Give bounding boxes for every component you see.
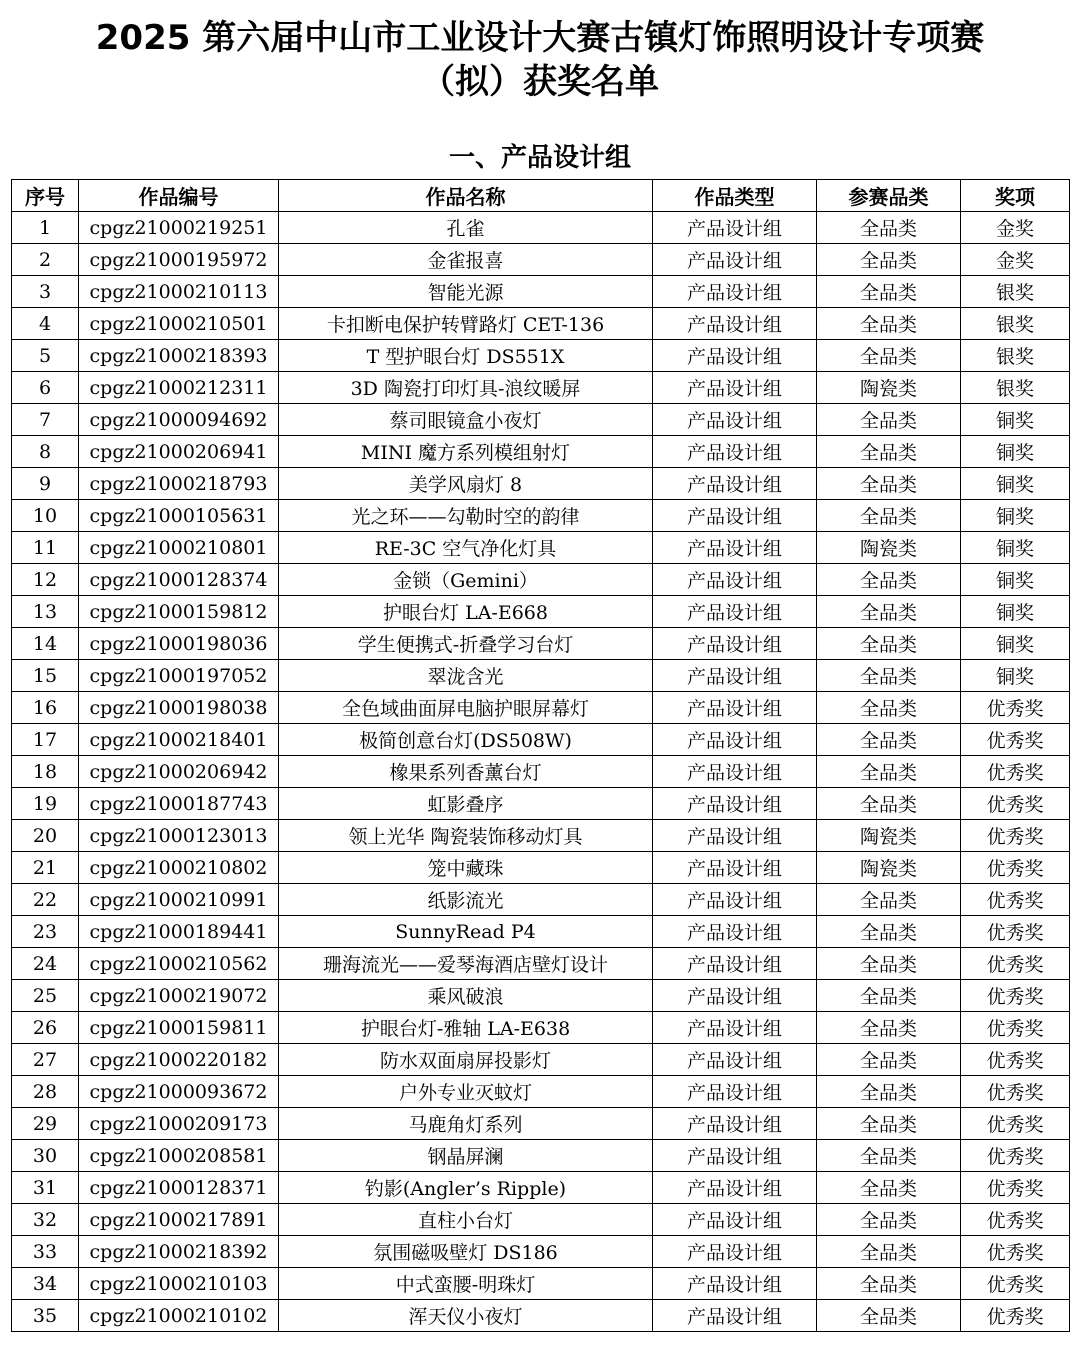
index-cell: 26 <box>12 1012 79 1044</box>
award-cell: 优秀奖 <box>961 1044 1070 1076</box>
work-id-cell: cpgz21000220182 <box>79 1044 279 1076</box>
award-cell: 银奖 <box>961 308 1070 340</box>
work-id-cell: cpgz21000128374 <box>79 564 279 596</box>
column-header-work-type: 作品类型 <box>653 180 817 212</box>
work-type-cell: 产品设计组 <box>653 1076 817 1108</box>
category-cell: 全品类 <box>817 468 961 500</box>
category-cell: 全品类 <box>817 980 961 1012</box>
award-cell: 优秀奖 <box>961 852 1070 884</box>
award-cell: 优秀奖 <box>961 1076 1070 1108</box>
index-cell: 32 <box>12 1204 79 1236</box>
table-row <box>12 980 1070 1012</box>
work-type-cell: 产品设计组 <box>653 852 817 884</box>
work-id-cell: cpgz21000159811 <box>79 1012 279 1044</box>
table-row <box>12 1012 1070 1044</box>
category-cell: 全品类 <box>817 724 961 756</box>
work-type-cell: 产品设计组 <box>653 884 817 916</box>
index-cell: 29 <box>12 1108 79 1140</box>
index-cell: 30 <box>12 1140 79 1172</box>
work-type-cell: 产品设计组 <box>653 756 817 788</box>
work-name-cell: 翠泷含光 <box>279 660 653 692</box>
table-row <box>12 276 1070 308</box>
index-cell: 34 <box>12 1268 79 1300</box>
work-name-cell: 光之环——勾勒时空的韵律 <box>279 500 653 532</box>
work-name-cell: 户外专业灭蚊灯 <box>279 1076 653 1108</box>
work-id-cell: cpgz21000198038 <box>79 692 279 724</box>
award-cell: 优秀奖 <box>961 788 1070 820</box>
work-type-cell: 产品设计组 <box>653 212 817 244</box>
work-type-cell: 产品设计组 <box>653 500 817 532</box>
index-cell: 15 <box>12 660 79 692</box>
work-type-cell: 产品设计组 <box>653 244 817 276</box>
table-row <box>12 1108 1070 1140</box>
index-cell: 21 <box>12 852 79 884</box>
index-cell: 5 <box>12 340 79 372</box>
award-cell: 铜奖 <box>961 436 1070 468</box>
award-cell: 优秀奖 <box>961 1236 1070 1268</box>
award-cell: 优秀奖 <box>961 1140 1070 1172</box>
table-row <box>12 436 1070 468</box>
category-cell: 全品类 <box>817 756 961 788</box>
category-cell: 全品类 <box>817 1204 961 1236</box>
table-row <box>12 500 1070 532</box>
work-name-cell: 全色域曲面屏电脑护眼屏幕灯 <box>279 692 653 724</box>
work-id-cell: cpgz21000187743 <box>79 788 279 820</box>
work-id-cell: cpgz21000123013 <box>79 820 279 852</box>
table-row <box>12 1044 1070 1076</box>
award-cell: 金奖 <box>961 212 1070 244</box>
award-cell: 优秀奖 <box>961 756 1070 788</box>
work-name-cell: 金锁（Gemini） <box>279 564 653 596</box>
work-name-cell: 橡果系列香薰台灯 <box>279 756 653 788</box>
category-cell: 全品类 <box>817 1076 961 1108</box>
index-cell: 18 <box>12 756 79 788</box>
category-cell: 全品类 <box>817 212 961 244</box>
work-id-cell: cpgz21000198036 <box>79 628 279 660</box>
category-cell: 全品类 <box>817 308 961 340</box>
category-cell: 全品类 <box>817 500 961 532</box>
work-name-cell: 领上光华 陶瓷装饰移动灯具 <box>279 820 653 852</box>
index-cell: 4 <box>12 308 79 340</box>
table-row <box>12 1172 1070 1204</box>
work-name-cell: 防水双面扇屏投影灯 <box>279 1044 653 1076</box>
category-cell: 全品类 <box>817 436 961 468</box>
table-row <box>12 372 1070 404</box>
award-cell: 金奖 <box>961 244 1070 276</box>
index-cell: 19 <box>12 788 79 820</box>
award-cell: 优秀奖 <box>961 820 1070 852</box>
category-cell: 全品类 <box>817 404 961 436</box>
table-row <box>12 1140 1070 1172</box>
category-cell: 全品类 <box>817 1268 961 1300</box>
award-cell: 优秀奖 <box>961 916 1070 948</box>
award-cell: 优秀奖 <box>961 724 1070 756</box>
work-type-cell: 产品设计组 <box>653 1044 817 1076</box>
work-id-cell: cpgz21000219072 <box>79 980 279 1012</box>
work-name-cell: 3D 陶瓷打印灯具-浪纹暖屏 <box>279 372 653 404</box>
work-name-cell: 直柱小台灯 <box>279 1204 653 1236</box>
work-id-cell: cpgz21000105631 <box>79 500 279 532</box>
work-name-cell: 学生便携式-折叠学习台灯 <box>279 628 653 660</box>
table-row <box>12 1236 1070 1268</box>
work-id-cell: cpgz21000210113 <box>79 276 279 308</box>
work-type-cell: 产品设计组 <box>653 340 817 372</box>
category-cell: 陶瓷类 <box>817 852 961 884</box>
work-name-cell: 智能光源 <box>279 276 653 308</box>
category-cell: 陶瓷类 <box>817 820 961 852</box>
work-type-cell: 产品设计组 <box>653 948 817 980</box>
awards-table <box>11 179 1070 1332</box>
award-cell: 铜奖 <box>961 468 1070 500</box>
award-cell: 铜奖 <box>961 532 1070 564</box>
table-row <box>12 532 1070 564</box>
work-id-cell: cpgz21000094692 <box>79 404 279 436</box>
work-name-cell: 金雀报喜 <box>279 244 653 276</box>
table-row <box>12 692 1070 724</box>
award-cell: 铜奖 <box>961 660 1070 692</box>
document-title-line2: （拟）获奖名单 <box>421 62 659 102</box>
work-type-cell: 产品设计组 <box>653 916 817 948</box>
work-id-cell: cpgz21000210102 <box>79 1300 279 1332</box>
index-cell: 20 <box>12 820 79 852</box>
column-header-index: 序号 <box>12 180 79 212</box>
work-name-cell: 珊海流光——爱琴海酒店壁灯设计 <box>279 948 653 980</box>
table-row <box>12 756 1070 788</box>
index-cell: 6 <box>12 372 79 404</box>
category-cell: 全品类 <box>817 1108 961 1140</box>
award-cell: 铜奖 <box>961 628 1070 660</box>
work-name-cell: 钢晶屏澜 <box>279 1140 653 1172</box>
category-cell: 全品类 <box>817 1012 961 1044</box>
category-cell: 全品类 <box>817 564 961 596</box>
document-title-line1: 2025 第六届中山市工业设计大赛古镇灯饰照明设计专项赛 <box>95 18 985 58</box>
table-row <box>12 564 1070 596</box>
work-type-cell: 产品设计组 <box>653 692 817 724</box>
work-type-cell: 产品设计组 <box>653 532 817 564</box>
index-cell: 23 <box>12 916 79 948</box>
work-id-cell: cpgz21000206942 <box>79 756 279 788</box>
work-id-cell: cpgz21000210802 <box>79 852 279 884</box>
table-row <box>12 884 1070 916</box>
work-type-cell: 产品设计组 <box>653 1268 817 1300</box>
table-row <box>12 852 1070 884</box>
work-name-cell: 笼中藏珠 <box>279 852 653 884</box>
work-type-cell: 产品设计组 <box>653 468 817 500</box>
index-cell: 33 <box>12 1236 79 1268</box>
category-cell: 全品类 <box>817 1044 961 1076</box>
award-cell: 优秀奖 <box>961 1012 1070 1044</box>
work-name-cell: 护眼台灯-雅轴 LA-E638 <box>279 1012 653 1044</box>
category-cell: 全品类 <box>817 340 961 372</box>
table-row <box>12 788 1070 820</box>
section-title: 一、产品设计组 <box>448 143 631 173</box>
work-name-cell: 极简创意台灯(DS508W) <box>279 724 653 756</box>
work-type-cell: 产品设计组 <box>653 1172 817 1204</box>
table-row <box>12 468 1070 500</box>
category-cell: 全品类 <box>817 692 961 724</box>
index-cell: 8 <box>12 436 79 468</box>
work-id-cell: cpgz21000218793 <box>79 468 279 500</box>
index-cell: 13 <box>12 596 79 628</box>
table-row <box>12 1268 1070 1300</box>
award-cell: 优秀奖 <box>961 1108 1070 1140</box>
work-name-cell: 纸影流光 <box>279 884 653 916</box>
work-type-cell: 产品设计组 <box>653 436 817 468</box>
index-cell: 14 <box>12 628 79 660</box>
work-id-cell: cpgz21000206941 <box>79 436 279 468</box>
work-name-cell: 蔡司眼镜盒小夜灯 <box>279 404 653 436</box>
category-cell: 全品类 <box>817 948 961 980</box>
work-name-cell: 氛围磁吸壁灯 DS186 <box>279 1236 653 1268</box>
work-name-cell: 孔雀 <box>279 212 653 244</box>
work-id-cell: cpgz21000219251 <box>79 212 279 244</box>
index-cell: 25 <box>12 980 79 1012</box>
table-row <box>12 628 1070 660</box>
work-type-cell: 产品设计组 <box>653 820 817 852</box>
work-name-cell: 马鹿角灯系列 <box>279 1108 653 1140</box>
table-row <box>12 1204 1070 1236</box>
index-cell: 28 <box>12 1076 79 1108</box>
work-type-cell: 产品设计组 <box>653 1300 817 1332</box>
award-cell: 铜奖 <box>961 596 1070 628</box>
award-cell: 优秀奖 <box>961 948 1070 980</box>
category-cell: 陶瓷类 <box>817 372 961 404</box>
award-cell: 银奖 <box>961 372 1070 404</box>
award-cell: 银奖 <box>961 276 1070 308</box>
work-type-cell: 产品设计组 <box>653 308 817 340</box>
work-type-cell: 产品设计组 <box>653 1012 817 1044</box>
table-row <box>12 1300 1070 1332</box>
award-cell: 优秀奖 <box>961 980 1070 1012</box>
index-cell: 16 <box>12 692 79 724</box>
award-cell: 铜奖 <box>961 500 1070 532</box>
table-row <box>12 660 1070 692</box>
index-cell: 7 <box>12 404 79 436</box>
award-cell: 优秀奖 <box>961 692 1070 724</box>
work-name-cell: 浑天仪小夜灯 <box>279 1300 653 1332</box>
award-cell: 铜奖 <box>961 404 1070 436</box>
table-row <box>12 404 1070 436</box>
work-type-cell: 产品设计组 <box>653 372 817 404</box>
table-body <box>12 212 1070 1332</box>
table-row <box>12 212 1070 244</box>
work-type-cell: 产品设计组 <box>653 564 817 596</box>
work-id-cell: cpgz21000208581 <box>79 1140 279 1172</box>
work-id-cell: cpgz21000195972 <box>79 244 279 276</box>
work-name-cell: 虹影叠序 <box>279 788 653 820</box>
work-name-cell: 卡扣断电保护转臂路灯 CET-136 <box>279 308 653 340</box>
index-cell: 24 <box>12 948 79 980</box>
work-id-cell: cpgz21000210103 <box>79 1268 279 1300</box>
work-type-cell: 产品设计组 <box>653 788 817 820</box>
index-cell: 22 <box>12 884 79 916</box>
index-cell: 11 <box>12 532 79 564</box>
category-cell: 全品类 <box>817 788 961 820</box>
category-cell: 全品类 <box>817 628 961 660</box>
work-type-cell: 产品设计组 <box>653 628 817 660</box>
table-row <box>12 724 1070 756</box>
work-id-cell: cpgz21000217891 <box>79 1204 279 1236</box>
category-cell: 全品类 <box>817 244 961 276</box>
work-type-cell: 产品设计组 <box>653 660 817 692</box>
work-id-cell: cpgz21000197052 <box>79 660 279 692</box>
table-row <box>12 308 1070 340</box>
table-header-row <box>12 180 1070 212</box>
work-name-cell: MINI 魔方系列模组射灯 <box>279 436 653 468</box>
category-cell: 全品类 <box>817 276 961 308</box>
category-cell: 全品类 <box>817 1140 961 1172</box>
index-cell: 27 <box>12 1044 79 1076</box>
work-name-cell: 美学风扇灯 8 <box>279 468 653 500</box>
index-cell: 17 <box>12 724 79 756</box>
work-type-cell: 产品设计组 <box>653 980 817 1012</box>
table-row <box>12 916 1070 948</box>
index-cell: 10 <box>12 500 79 532</box>
work-name-cell: RE-3C 空气净化灯具 <box>279 532 653 564</box>
table-row <box>12 1076 1070 1108</box>
index-cell: 12 <box>12 564 79 596</box>
column-header-award: 奖项 <box>961 180 1070 212</box>
category-cell: 全品类 <box>817 916 961 948</box>
award-cell: 优秀奖 <box>961 1204 1070 1236</box>
column-header-category: 参赛品类 <box>817 180 961 212</box>
work-id-cell: cpgz21000159812 <box>79 596 279 628</box>
category-cell: 全品类 <box>817 884 961 916</box>
column-header-work-name: 作品名称 <box>279 180 653 212</box>
table-row <box>12 340 1070 372</box>
table-row <box>12 596 1070 628</box>
work-name-cell: T 型护眼台灯 DS551X <box>279 340 653 372</box>
work-id-cell: cpgz21000218392 <box>79 1236 279 1268</box>
table-row <box>12 948 1070 980</box>
award-cell: 优秀奖 <box>961 1172 1070 1204</box>
category-cell: 全品类 <box>817 1236 961 1268</box>
work-name-cell: 护眼台灯 LA-E668 <box>279 596 653 628</box>
work-name-cell: SunnyRead P4 <box>279 916 653 948</box>
index-cell: 9 <box>12 468 79 500</box>
index-cell: 2 <box>12 244 79 276</box>
work-id-cell: cpgz21000218393 <box>79 340 279 372</box>
award-cell: 银奖 <box>961 340 1070 372</box>
work-name-cell: 乘风破浪 <box>279 980 653 1012</box>
work-id-cell: cpgz21000093672 <box>79 1076 279 1108</box>
category-cell: 陶瓷类 <box>817 532 961 564</box>
index-cell: 1 <box>12 212 79 244</box>
work-type-cell: 产品设计组 <box>653 1236 817 1268</box>
award-cell: 优秀奖 <box>961 1300 1070 1332</box>
work-type-cell: 产品设计组 <box>653 276 817 308</box>
work-id-cell: cpgz21000128371 <box>79 1172 279 1204</box>
table-row <box>12 820 1070 852</box>
work-type-cell: 产品设计组 <box>653 1108 817 1140</box>
work-type-cell: 产品设计组 <box>653 1204 817 1236</box>
work-name-cell: 中式蛮腰-明珠灯 <box>279 1268 653 1300</box>
award-cell: 铜奖 <box>961 564 1070 596</box>
category-cell: 全品类 <box>817 660 961 692</box>
award-cell: 优秀奖 <box>961 884 1070 916</box>
work-id-cell: cpgz21000212311 <box>79 372 279 404</box>
work-type-cell: 产品设计组 <box>653 404 817 436</box>
table-row <box>12 244 1070 276</box>
work-type-cell: 产品设计组 <box>653 724 817 756</box>
work-name-cell: 钓影(Angler’s Ripple) <box>279 1172 653 1204</box>
work-id-cell: cpgz21000210991 <box>79 884 279 916</box>
work-id-cell: cpgz21000210501 <box>79 308 279 340</box>
index-cell: 31 <box>12 1172 79 1204</box>
column-header-work-id: 作品编号 <box>79 180 279 212</box>
work-id-cell: cpgz21000189441 <box>79 916 279 948</box>
category-cell: 全品类 <box>817 1172 961 1204</box>
category-cell: 全品类 <box>817 596 961 628</box>
index-cell: 35 <box>12 1300 79 1332</box>
work-id-cell: cpgz21000210801 <box>79 532 279 564</box>
index-cell: 3 <box>12 276 79 308</box>
work-id-cell: cpgz21000210562 <box>79 948 279 980</box>
category-cell: 全品类 <box>817 1300 961 1332</box>
work-type-cell: 产品设计组 <box>653 1140 817 1172</box>
work-type-cell: 产品设计组 <box>653 596 817 628</box>
award-cell: 优秀奖 <box>961 1268 1070 1300</box>
work-id-cell: cpgz21000218401 <box>79 724 279 756</box>
work-id-cell: cpgz21000209173 <box>79 1108 279 1140</box>
